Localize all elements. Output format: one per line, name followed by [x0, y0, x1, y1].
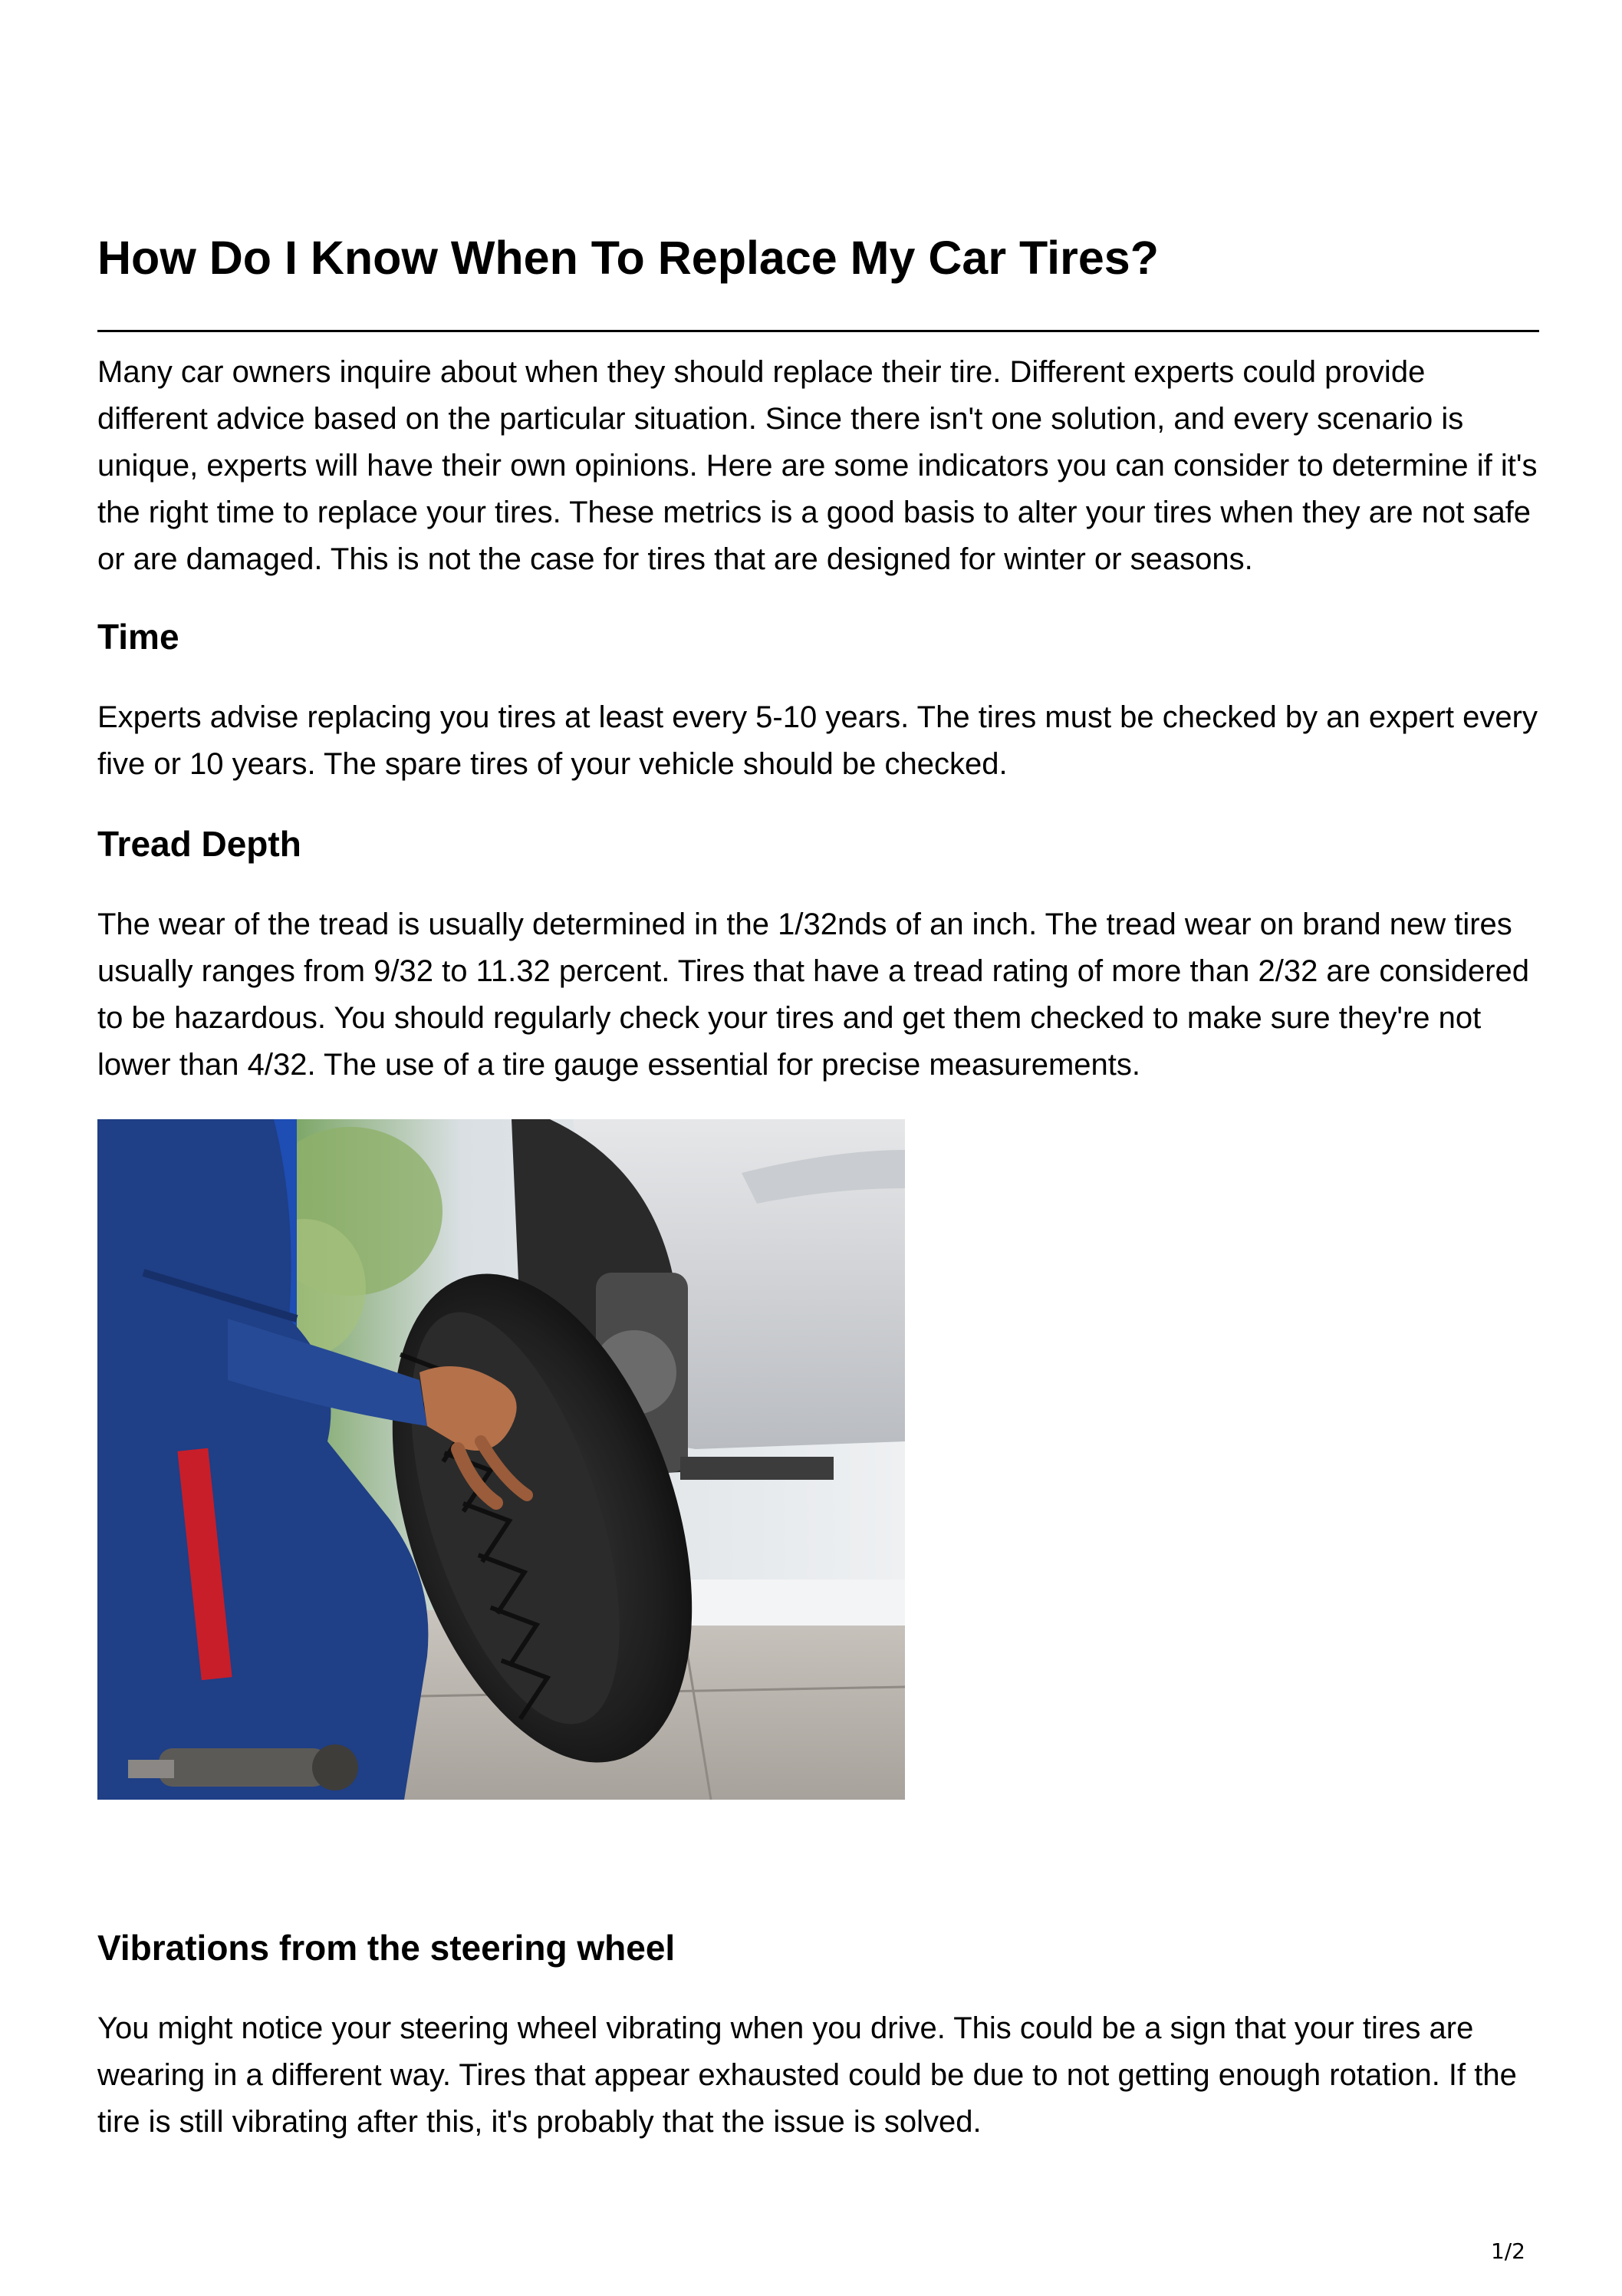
title-divider: [97, 330, 1539, 332]
intro-paragraph: Many car owners inquire about when they should replace their tire. Different experts could provide different advice based on the particular situation. Since there isn't one solution, and every scenario is unique, experts will have their own opinions. Here are some indicators you can consider to determine if it's the right time to replace your tires. These metrics is a good basis to alter your tires when they are not safe or are damaged. This is not the case for tires that are designed for winter or seasons.: [97, 355, 1538, 576]
section-body-time: Experts advise replacing you tires at least every 5-10 years. The tires must be checked by an expert every five or 10 years. The spare tires of your vehicle should be checked.: [97, 700, 1538, 781]
page-number: 1/2: [1490, 2238, 1525, 2264]
section-heading-tread-depth: Tread Depth: [97, 824, 301, 864]
photo-illustration: [97, 1119, 905, 1800]
section-heading-vibrations: Vibrations from the steering wheel: [97, 1928, 676, 1968]
page-title: How Do I Know When To Replace My Car Tires?: [97, 232, 1159, 284]
mechanic-changing-tire-photo: [97, 1119, 905, 1800]
section-body-vibrations: You might notice your steering wheel vibrating when you drive. This could be a sign that your tires are wearing in a different way. Tires that appear exhausted could be due to not getting enough rotation. If the tire is still vibrating after this, it's probably that the issue is solved.: [97, 2011, 1517, 2139]
section-heading-time: Time: [97, 617, 179, 657]
section-body-tread-depth: The wear of the tread is usually determined in the 1/32nds of an inch. The tread wear on brand new tires usually ranges from 9/32 to 11.32 percent. Tires that have a tread rating of more than 2/32 are considered to be hazardous. You should regularly check your tires and get them checked to make sure they're not lower than 4/32. The use of a tire gauge essential for precise measurements.: [97, 908, 1530, 1082]
